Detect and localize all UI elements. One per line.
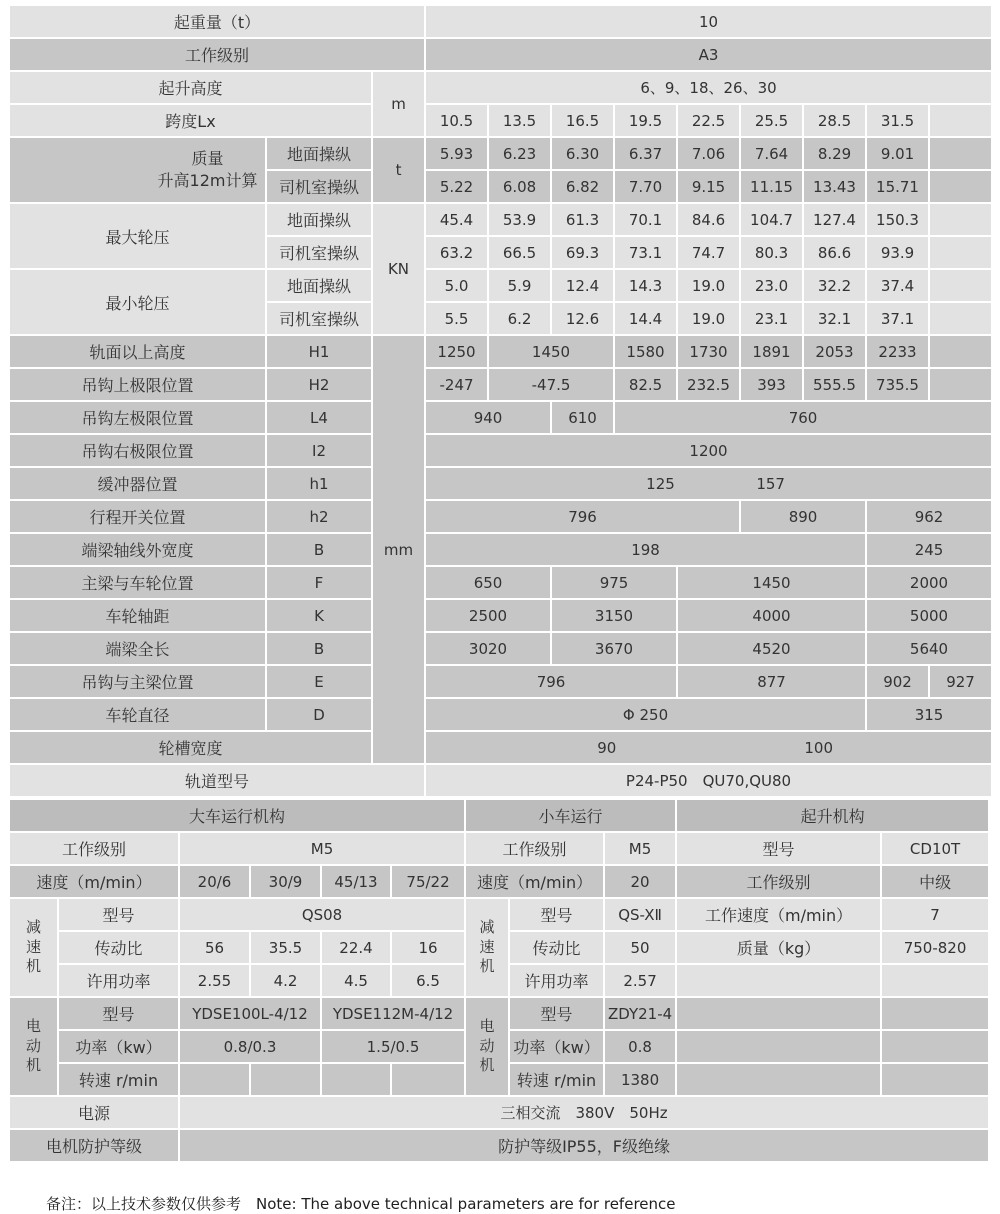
trolley-reducer-model-label: 型号 <box>510 899 603 930</box>
vertical-label: 减速机 <box>25 918 41 976</box>
value-cell: 927 <box>930 666 991 697</box>
trolley-motor-group-label <box>466 998 508 1095</box>
cart-speed-label: 速度（m/min） <box>10 866 178 897</box>
value-cell: 23.0 <box>741 270 802 301</box>
value-cell: 877 <box>678 666 865 697</box>
cart-motor-power-label: 功率（kw） <box>59 1031 178 1062</box>
value-cell: 13.5 <box>489 105 550 136</box>
symbol-cell: h1 <box>267 468 371 499</box>
row-travel-switch <box>10 501 991 532</box>
unit-t: t <box>373 138 424 202</box>
trolley-speed-value: 20 <box>605 866 675 897</box>
vertical-label: 减速机 <box>479 918 495 976</box>
trolley-ratio-value: 50 <box>605 932 675 963</box>
hoist-duty-value: 中级 <box>882 866 988 897</box>
trolley-motor-rpm-label: 转速 r/min <box>510 1064 603 1095</box>
value-cell: 28.5 <box>804 105 865 136</box>
empty-cell <box>930 171 991 202</box>
value-cell: 53.9 <box>489 204 550 235</box>
value-cell: 1450 <box>678 567 865 598</box>
hoist-model-label: 型号 <box>677 833 880 864</box>
value-cell: 19.0 <box>678 303 739 334</box>
duty-value: A3 <box>426 39 991 70</box>
trolley-motor-model-label: 型号 <box>510 998 603 1029</box>
empty-cell <box>251 1064 320 1095</box>
trolley-motor-power-label: 功率（kw） <box>510 1031 603 1062</box>
cab-control-label: 司机室操纵 <box>267 303 371 334</box>
empty-cell <box>930 336 991 367</box>
ground-control-label: 地面操纵 <box>267 138 371 169</box>
unit-mm: mm <box>373 336 424 763</box>
value-cell: 0.8/0.3 <box>180 1031 320 1062</box>
cab-control-label: 司机室操纵 <box>267 237 371 268</box>
travel-switch-label: 行程开关位置 <box>10 501 265 532</box>
end-beam-width-label: 端梁轴线外宽度 <box>10 534 265 565</box>
value-cell: 74.7 <box>678 237 739 268</box>
trolley-duty-label: 工作级别 <box>466 833 603 864</box>
symbol-cell: E <box>267 666 371 697</box>
symbol-cell: H1 <box>267 336 371 367</box>
value-cell: 82.5 <box>615 369 676 400</box>
row-speed <box>10 866 988 897</box>
value-cell: 6.82 <box>552 171 613 202</box>
value-cell: 6.08 <box>489 171 550 202</box>
empty-cell <box>677 998 880 1029</box>
unit-kn: KN <box>373 204 424 334</box>
empty-cell <box>882 1064 988 1095</box>
value-cell: 5.5 <box>426 303 487 334</box>
vertical-label: 电动机 <box>25 1017 41 1075</box>
mass-label-line1: 质量 <box>191 149 224 169</box>
cart-motor-model-label: 型号 <box>59 998 178 1029</box>
cart-section-header: 大车运行机构 <box>10 800 464 831</box>
value-cell: 8.29 <box>804 138 865 169</box>
row-i2 <box>10 435 991 466</box>
value-cell: 796 <box>426 666 676 697</box>
value-cell: 7.06 <box>678 138 739 169</box>
trolley-section-header: 小车运行 <box>466 800 675 831</box>
minwheel-label: 最小轮压 <box>10 270 265 334</box>
value-cell: 22.4 <box>322 932 390 963</box>
value-cell: 14.3 <box>615 270 676 301</box>
value-cell: 1580 <box>615 336 676 367</box>
row-h2 <box>10 369 991 400</box>
power-supply-label: 电源 <box>10 1097 178 1128</box>
symbol-cell: B <box>267 534 371 565</box>
value-cell: 37.1 <box>867 303 928 334</box>
crane-spec-table-top <box>8 4 993 798</box>
mass-label-line2: 升高12m计算 <box>157 171 258 190</box>
cart-duty-label: 工作级别 <box>10 833 178 864</box>
value-cell: 84.6 <box>678 204 739 235</box>
value-cell: 6.2 <box>489 303 550 334</box>
cart-reducer-model-label: 型号 <box>59 899 178 930</box>
value-cell: 9.01 <box>867 138 928 169</box>
value-cell: 6.37 <box>615 138 676 169</box>
row-mass-ground <box>10 138 991 169</box>
symbol-cell: K <box>267 600 371 631</box>
row-protection <box>10 1130 988 1161</box>
value-cell: 5.9 <box>489 270 550 301</box>
buffer-pos-label: 缓冲器位置 <box>10 468 265 499</box>
value-cell: 1730 <box>678 336 739 367</box>
value-cell: 12.6 <box>552 303 613 334</box>
value-cell: 23.1 <box>741 303 802 334</box>
row-reducer-model <box>10 899 988 930</box>
symbol-cell: H2 <box>267 369 371 400</box>
row-capacity <box>10 6 991 37</box>
empty-cell <box>322 1064 390 1095</box>
value-cell: 16.5 <box>552 105 613 136</box>
value-cell: 2233 <box>867 336 928 367</box>
row-power-supply <box>10 1097 988 1128</box>
hoist-mass-label: 质量（kg） <box>677 932 880 963</box>
row-hook-girder-pos <box>10 666 991 697</box>
rail-top-height-label: 轨面以上高度 <box>10 336 265 367</box>
empty-cell <box>930 303 991 334</box>
footnote: 备注：以上技术参数仅供参考 Note: The above technical parameters are for reference <box>46 1195 676 1213</box>
power-supply-value: 三相交流 380V 50Hz <box>180 1097 988 1128</box>
rail-type-value: P24-P50 QU70,QU80 <box>426 765 991 796</box>
value-cell: 5.0 <box>426 270 487 301</box>
value-cell: 3150 <box>552 600 676 631</box>
value-cell: 4.2 <box>251 965 320 996</box>
value-cell: 975 <box>552 567 676 598</box>
hoist-section-header: 起升机构 <box>677 800 988 831</box>
symbol-cell: h2 <box>267 501 371 532</box>
value-cell: 32.2 <box>804 270 865 301</box>
value-cell: 30/9 <box>251 866 320 897</box>
row-duty-class <box>10 39 991 70</box>
value-cell: 7.70 <box>615 171 676 202</box>
value-cell: 150.3 <box>867 204 928 235</box>
value-cell <box>426 732 991 763</box>
value-cell: 555.5 <box>804 369 865 400</box>
value-cell: 104.7 <box>741 204 802 235</box>
symbol-cell: D <box>267 699 371 730</box>
row-rail-type <box>10 765 991 796</box>
trolley-motor-model-value: ZDY21-4 <box>605 998 675 1029</box>
row-end-beam-width <box>10 534 991 565</box>
row-lift-height <box>10 72 991 103</box>
value-cell: 14.4 <box>615 303 676 334</box>
row-h1 <box>10 336 991 367</box>
lift-height-value: 6、9、18、26、30 <box>426 72 991 103</box>
value-cell: 2.55 <box>180 965 249 996</box>
value-cell: 45/13 <box>322 866 390 897</box>
trolley-motor-rpm-value: 1380 <box>605 1064 675 1095</box>
trolley-ratio-label: 传动比 <box>510 932 603 963</box>
value-cell <box>426 468 991 499</box>
wheel-diameter-label: 车轮直径 <box>10 699 265 730</box>
value-cell: 6.23 <box>489 138 550 169</box>
cart-motor-rpm-label: 转速 r/min <box>59 1064 178 1095</box>
capacity-value: 10 <box>426 6 991 37</box>
empty-cell <box>677 965 880 996</box>
row-maxwheel-ground <box>10 204 991 235</box>
empty-cell <box>930 105 991 136</box>
value-cell: 4520 <box>678 633 865 664</box>
mass-label <box>10 138 265 202</box>
symbol-cell: F <box>267 567 371 598</box>
ground-control-label: 地面操纵 <box>267 270 371 301</box>
value-cell: 5.93 <box>426 138 487 169</box>
value-chip: 125 <box>646 474 675 493</box>
value-cell: 75/22 <box>392 866 464 897</box>
row-end-beam-length <box>10 633 991 664</box>
value-cell: 70.1 <box>615 204 676 235</box>
hook-right-limit-label: 吊钩右极限位置 <box>10 435 265 466</box>
unit-m: m <box>373 72 424 136</box>
row-wheelbase <box>10 600 991 631</box>
value-cell: 9.15 <box>678 171 739 202</box>
value-cell: 5000 <box>867 600 991 631</box>
protection-label: 电机防护等级 <box>10 1130 178 1161</box>
value-cell: 1.5/0.5 <box>322 1031 464 1062</box>
value-cell: 1450 <box>489 336 613 367</box>
value-cell: 796 <box>426 501 739 532</box>
empty-cell <box>930 369 991 400</box>
empty-cell <box>882 965 988 996</box>
row-motor-model <box>10 998 988 1029</box>
trolley-duty-value: M5 <box>605 833 675 864</box>
value-cell: 80.3 <box>741 237 802 268</box>
value-cell: 61.3 <box>552 204 613 235</box>
hoist-duty-label: 工作级别 <box>677 866 880 897</box>
value-cell: 760 <box>615 402 991 433</box>
value-cell: 5.22 <box>426 171 487 202</box>
value-cell: 1891 <box>741 336 802 367</box>
symbol-cell: L4 <box>267 402 371 433</box>
hoist-mass-value: 750-820 <box>882 932 988 963</box>
hoist-speed-label: 工作速度（m/min） <box>677 899 880 930</box>
value-cell: 19.0 <box>678 270 739 301</box>
trolley-allowed-power-value: 2.57 <box>605 965 675 996</box>
value-cell: 315 <box>867 699 991 730</box>
value-cell: 32.1 <box>804 303 865 334</box>
vertical-label: 电动机 <box>479 1017 495 1075</box>
value-cell: 610 <box>552 402 613 433</box>
value-cell: 127.4 <box>804 204 865 235</box>
value-cell: 69.3 <box>552 237 613 268</box>
empty-cell <box>882 998 988 1029</box>
trolley-allowed-power-label: 许用功率 <box>510 965 603 996</box>
empty-cell <box>930 138 991 169</box>
hook-upper-limit-label: 吊钩上极限位置 <box>10 369 265 400</box>
value-cell: 37.4 <box>867 270 928 301</box>
empty-cell <box>930 237 991 268</box>
value-cell: 15.71 <box>867 171 928 202</box>
value-cell: 650 <box>426 567 550 598</box>
value-cell: 245 <box>867 534 991 565</box>
protection-value: 防护等级IP55，F级绝缘 <box>180 1130 988 1161</box>
value-cell: 393 <box>741 369 802 400</box>
empty-cell <box>392 1064 464 1095</box>
trolley-reducer-group-label <box>466 899 508 996</box>
value-cell: -247 <box>426 369 487 400</box>
symbol-cell: B <box>267 633 371 664</box>
value-cell: 2000 <box>867 567 991 598</box>
row-l4 <box>10 402 991 433</box>
empty-cell <box>930 204 991 235</box>
empty-cell <box>930 270 991 301</box>
value-cell: 13.43 <box>804 171 865 202</box>
symbol-cell: I2 <box>267 435 371 466</box>
value-cell: 2053 <box>804 336 865 367</box>
value-cell: 86.6 <box>804 237 865 268</box>
duty-label: 工作级别 <box>10 39 424 70</box>
cart-motor-group-label <box>10 998 57 1095</box>
trolley-motor-power-value: 0.8 <box>605 1031 675 1062</box>
cart-allowed-power-label: 许用功率 <box>59 965 178 996</box>
value-cell: 5640 <box>867 633 991 664</box>
row-buffer-pos <box>10 468 991 499</box>
lift-height-label: 起升高度 <box>10 72 371 103</box>
cab-control-label: 司机室操纵 <box>267 171 371 202</box>
cart-ratio-label: 传动比 <box>59 932 178 963</box>
row-wheel-diameter <box>10 699 991 730</box>
empty-cell <box>677 1064 880 1095</box>
end-beam-length-label: 端梁全长 <box>10 633 265 664</box>
value-cell: 6.30 <box>552 138 613 169</box>
value-cell: 35.5 <box>251 932 320 963</box>
value-cell: 1250 <box>426 336 487 367</box>
empty-cell <box>180 1064 249 1095</box>
hook-girder-pos-label: 吊钩与主梁位置 <box>10 666 265 697</box>
hook-left-limit-label: 吊钩左极限位置 <box>10 402 265 433</box>
span-label: 跨度Lx <box>10 105 371 136</box>
value-chip: 100 <box>804 738 834 757</box>
value-cell: 890 <box>741 501 865 532</box>
row-duty <box>10 833 988 864</box>
value-cell: 45.4 <box>426 204 487 235</box>
value-cell: 198 <box>426 534 865 565</box>
rail-type-label: 轨道型号 <box>10 765 424 796</box>
ground-control-label: 地面操纵 <box>267 204 371 235</box>
row-girder-wheel-pos <box>10 567 991 598</box>
value-cell: 63.2 <box>426 237 487 268</box>
value-cell: YDSE100L-4/12 <box>180 998 320 1029</box>
hoist-speed-value: 7 <box>882 899 988 930</box>
value-cell: 19.5 <box>615 105 676 136</box>
row-minwheel-ground <box>10 270 991 301</box>
value-cell: 56 <box>180 932 249 963</box>
value-cell: -47.5 <box>489 369 613 400</box>
value-cell: 31.5 <box>867 105 928 136</box>
wheelbase-label: 车轮轴距 <box>10 600 265 631</box>
hoist-model-value: CD10T <box>882 833 988 864</box>
cart-reducer-model-value: QS08 <box>180 899 464 930</box>
maxwheel-label: 最大轮压 <box>10 204 265 268</box>
value-cell: 25.5 <box>741 105 802 136</box>
value-cell: 902 <box>867 666 928 697</box>
value-cell: 4000 <box>678 600 865 631</box>
value-cell: 66.5 <box>489 237 550 268</box>
value-cell: 7.64 <box>741 138 802 169</box>
value-cell: 3670 <box>552 633 676 664</box>
empty-cell <box>882 1031 988 1062</box>
value-cell: 12.4 <box>552 270 613 301</box>
value-cell: 3020 <box>426 633 550 664</box>
empty-cell <box>677 1031 880 1062</box>
value-cell: 1200 <box>426 435 991 466</box>
value-cell: 10.5 <box>426 105 487 136</box>
value-cell: 962 <box>867 501 991 532</box>
capacity-label: 起重量（t） <box>10 6 424 37</box>
row-groove-width <box>10 732 991 763</box>
row-span <box>10 105 991 136</box>
value-cell: 93.9 <box>867 237 928 268</box>
crane-spec-table-bottom <box>8 798 990 1163</box>
value-cell: 232.5 <box>678 369 739 400</box>
value-cell: 11.15 <box>741 171 802 202</box>
value-chip: 90 <box>597 738 617 757</box>
trolley-reducer-model-value: QS-XⅡ <box>605 899 675 930</box>
trolley-speed-label: 速度（m/min） <box>466 866 603 897</box>
girder-wheel-pos-label: 主梁与车轮位置 <box>10 567 265 598</box>
row-section-headers <box>10 800 988 831</box>
value-cell: 20/6 <box>180 866 249 897</box>
value-cell: 22.5 <box>678 105 739 136</box>
value-cell: 16 <box>392 932 464 963</box>
value-cell: 940 <box>426 402 550 433</box>
value-chip: 157 <box>756 474 785 493</box>
value-cell: YDSE112M-4/12 <box>322 998 464 1029</box>
value-cell: 4.5 <box>322 965 390 996</box>
value-cell: 2500 <box>426 600 550 631</box>
cart-reducer-group-label <box>10 899 57 996</box>
value-cell: 6.5 <box>392 965 464 996</box>
groove-width-label: 轮槽宽度 <box>10 732 371 763</box>
value-cell: 73.1 <box>615 237 676 268</box>
cart-duty-value: M5 <box>180 833 464 864</box>
value-cell: 735.5 <box>867 369 928 400</box>
value-cell: Φ 250 <box>426 699 865 730</box>
